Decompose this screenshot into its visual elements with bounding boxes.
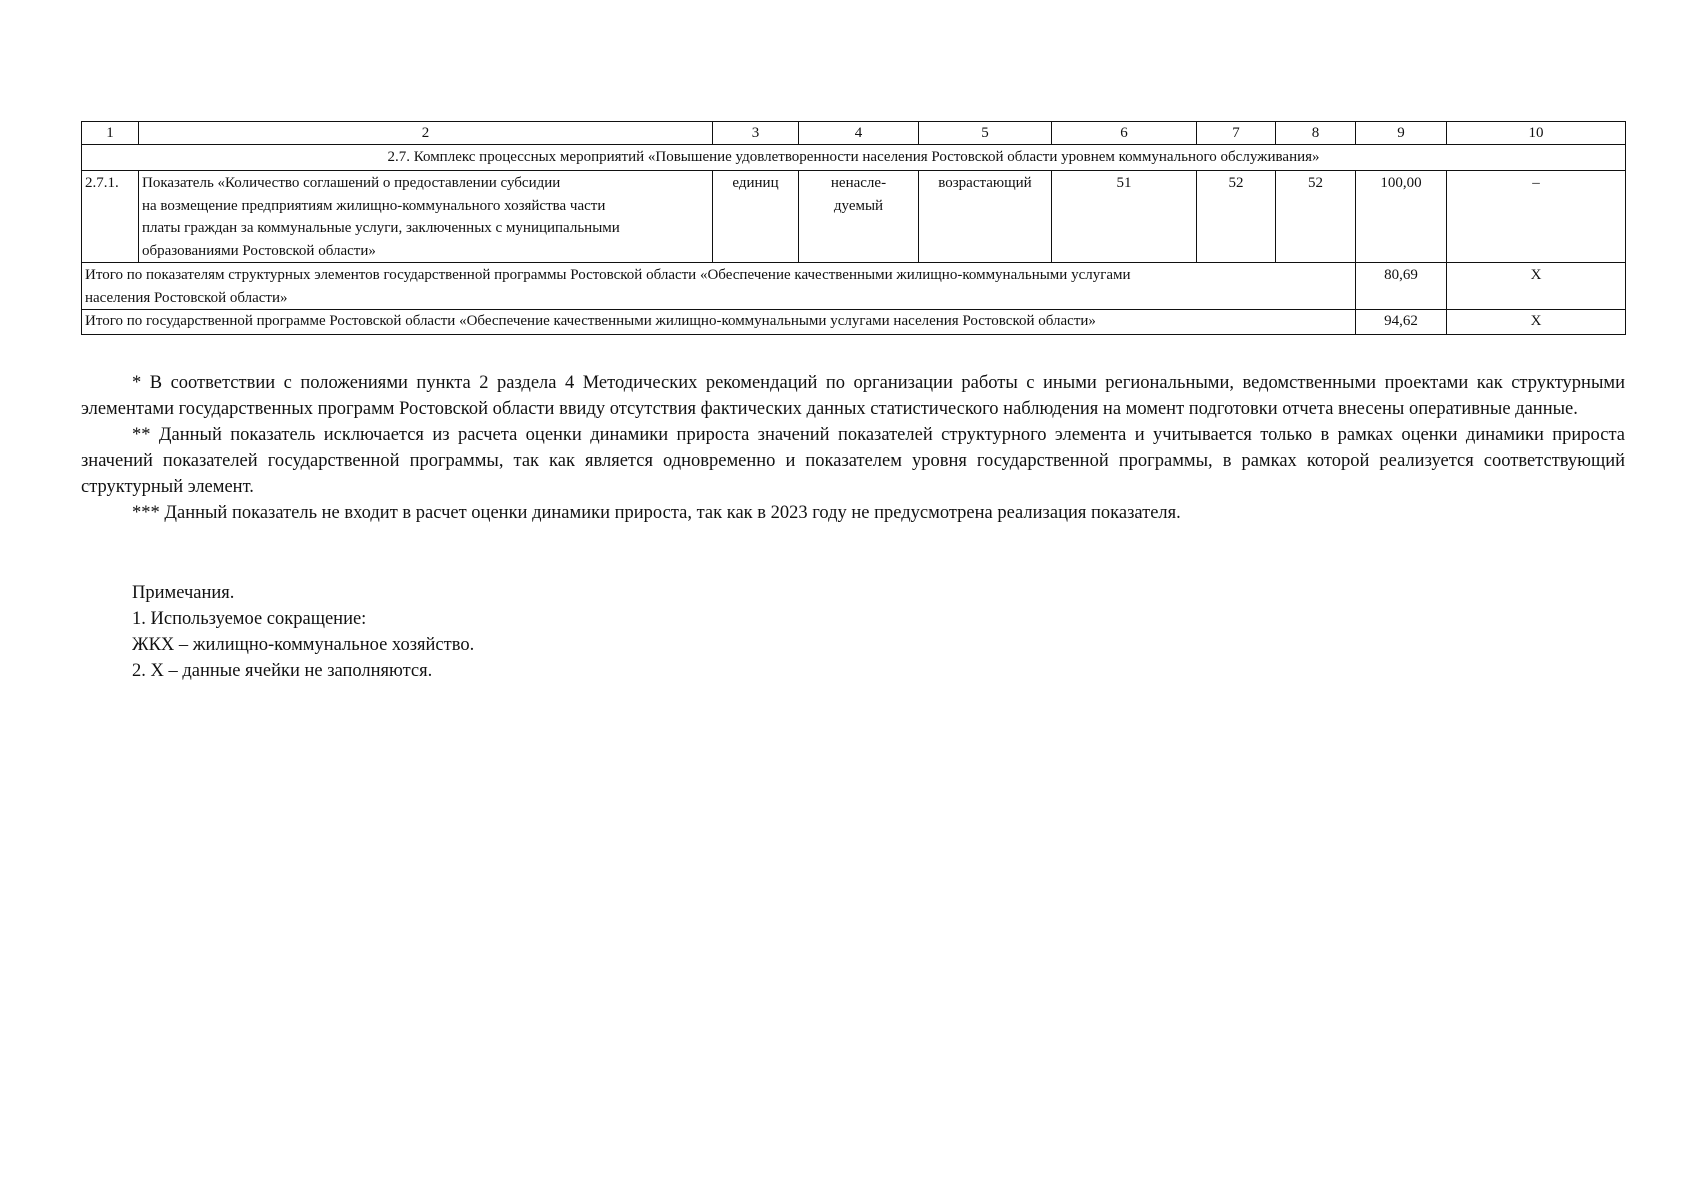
total-structural-mark: X [1447,263,1626,310]
indicator-name-line: Показатель «Количество соглашений о предоставлении субсидии [142,175,561,191]
column-number: 9 [1356,122,1447,145]
column-number: 7 [1197,122,1276,145]
indicator-name-line: образованиями Ростовской области» [142,242,376,259]
section-row [82,145,1626,171]
footnote: *** Данный показатель не входит в расчет оценки динамики прироста, так как в 2023 году не предусмотрена реализация показателя. [132,503,1181,523]
indicator-type-line: ненасле- [830,175,887,191]
indicator-name-line: платы граждан за коммунальные услуги, заключенных с муниципальными [142,220,620,236]
total-program-mark: X [1447,310,1626,335]
footnote: * В соответствии с положениями пункта 2 раздела 4 Методических рекомендаций по организации работы с иными региональными, ведомственными проектами как структурными элементами государственных программ Ростовской области ввиду отсутствия фактических данных статистического наблюдения на момент подготовки отчета внесены оперативные данные. [81,373,1625,419]
total-structural-label-line: населения Ростовской области» [85,289,288,306]
total-structural-label [82,263,1356,310]
column-number: 1 [82,122,139,145]
total-structural-row [82,263,1626,310]
footnotes [81,370,1625,526]
indicator-col8: 52 [1276,171,1356,263]
column-number: 5 [919,122,1052,145]
column-number: 6 [1052,122,1197,145]
remarks-item: 1. Используемое сокращение: [132,609,367,629]
total-program-label: Итого по государственной программе Ростовской области «Обеспечение качественными жилищно-коммунальными услугами населения Ростовской области» [82,310,1356,335]
section-title: 2.7. Комплекс процессных мероприятий «Повышение удовлетворенности населения Ростовской области уровнем коммунального обслуживания» [82,145,1626,171]
indicator-type [799,171,919,263]
column-number: 3 [713,122,799,145]
remarks-title: Примечания. [132,583,235,603]
indicator-name [139,171,713,263]
total-structural-value: 80,69 [1356,263,1447,310]
indicator-direction: возрастающий [919,171,1052,263]
column-number: 4 [799,122,919,145]
indicator-col7: 52 [1197,171,1276,263]
remarks-item: 2. X – данные ячейки не заполняются. [132,661,433,681]
column-number: 2 [139,122,713,145]
indicators-table [81,121,1626,335]
total-structural-label-line: Итого по показателям структурных элементов государственной программы Ростовской области «Обеспечение качественными жилищно-коммунальными услугами [85,267,1131,283]
indicator-type-line: дуемый [833,197,884,214]
indicator-unit: единиц [713,171,799,263]
indicator-row [82,171,1626,263]
indicator-number: 2.7.1. [82,171,139,263]
indicator-col9: 100,00 [1356,171,1447,263]
column-number-row [82,122,1626,145]
footnote: ** Данный показатель исключается из расчета оценки динамики прироста значений показателей структурного элемента и учитывается только в рамках оценки динамики прироста значений показателей государственной программы, так как является одновременно и показателем уровня государственной программы, в рамках которой реализуется соответствующий структурный элемент. [81,425,1625,497]
indicator-name-line: на возмещение предприятиям жилищно-коммунального хозяйства части [142,197,606,214]
column-number: 8 [1276,122,1356,145]
remarks-item: ЖКХ – жилищно-коммунальное хозяйство. [132,635,475,655]
indicator-col10: – [1447,171,1626,263]
total-program-row [82,310,1626,335]
total-program-value: 94,62 [1356,310,1447,335]
indicator-col6: 51 [1052,171,1197,263]
column-number: 10 [1447,122,1626,145]
remarks [132,580,1532,684]
